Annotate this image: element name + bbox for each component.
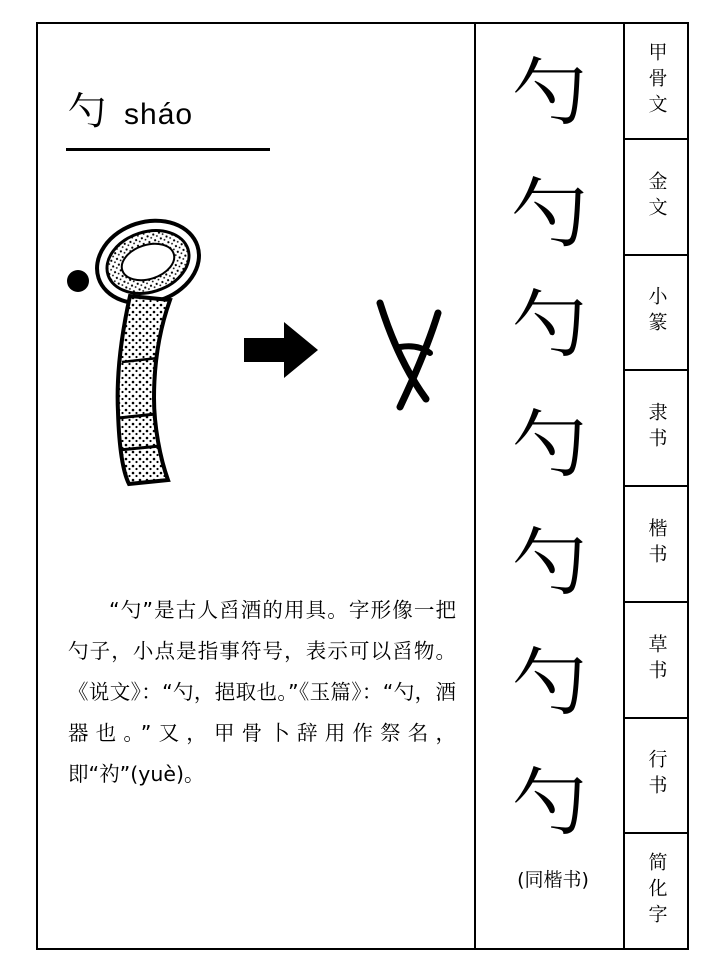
pinyin-reading: sháo [124,98,194,131]
script-label-regular[interactable] [625,487,687,603]
script-label-oracle-bone[interactable] [625,24,687,140]
page-title: 勺 [68,89,107,133]
script-label-text: 行书 [645,749,668,802]
script-label-simplified[interactable] [625,834,687,948]
vertical-divider-main [474,22,476,950]
headword-block [68,89,278,154]
explanation-paragraph: “勺”是古人舀酒的用具。字形像一把勺子，小点是指事符号，表示可以舀物。《说文》：“勺，挹取也。”《玉篇》：“勺，酒器也。”又，甲骨卜辞用作祭名，即“礿”(yuè)。 [68,598,456,786]
script-note: (同楷书) [517,869,589,891]
script-form-running: 勺 [512,760,587,846]
evolution-arrow-icon [242,318,320,382]
script-label-text: 小篆 [645,286,668,339]
oracle-bone-glyph [360,295,470,425]
script-form-cursive: 勺 [512,640,587,726]
script-form-regular: 勺 [512,520,587,606]
script-label-text: 金文 [645,170,668,223]
script-form-seal: 勺 [512,282,587,368]
illustration-area [60,200,460,530]
script-label-bronze[interactable] [625,140,687,256]
script-label-text: 草书 [645,633,668,686]
ancient-ladle-drawing [82,212,222,497]
script-label-strip [625,24,687,948]
script-label-cursive[interactable] [625,603,687,719]
script-label-text: 楷书 [645,517,668,570]
script-form-clerical: 勺 [512,402,587,488]
script-form-bronze: 勺 [511,169,588,258]
script-label-running[interactable] [625,719,687,835]
script-label-clerical[interactable] [625,371,687,487]
headword-underline [66,148,270,151]
script-label-text: 甲骨文 [645,41,668,120]
script-evolution-column [478,26,621,946]
script-form-oracle-bone: 勺 [512,50,587,136]
script-label-text: 简化字 [645,852,668,931]
explanation-text [68,590,456,795]
script-label-text: 隶书 [645,402,668,455]
script-label-small-seal[interactable] [625,256,687,372]
